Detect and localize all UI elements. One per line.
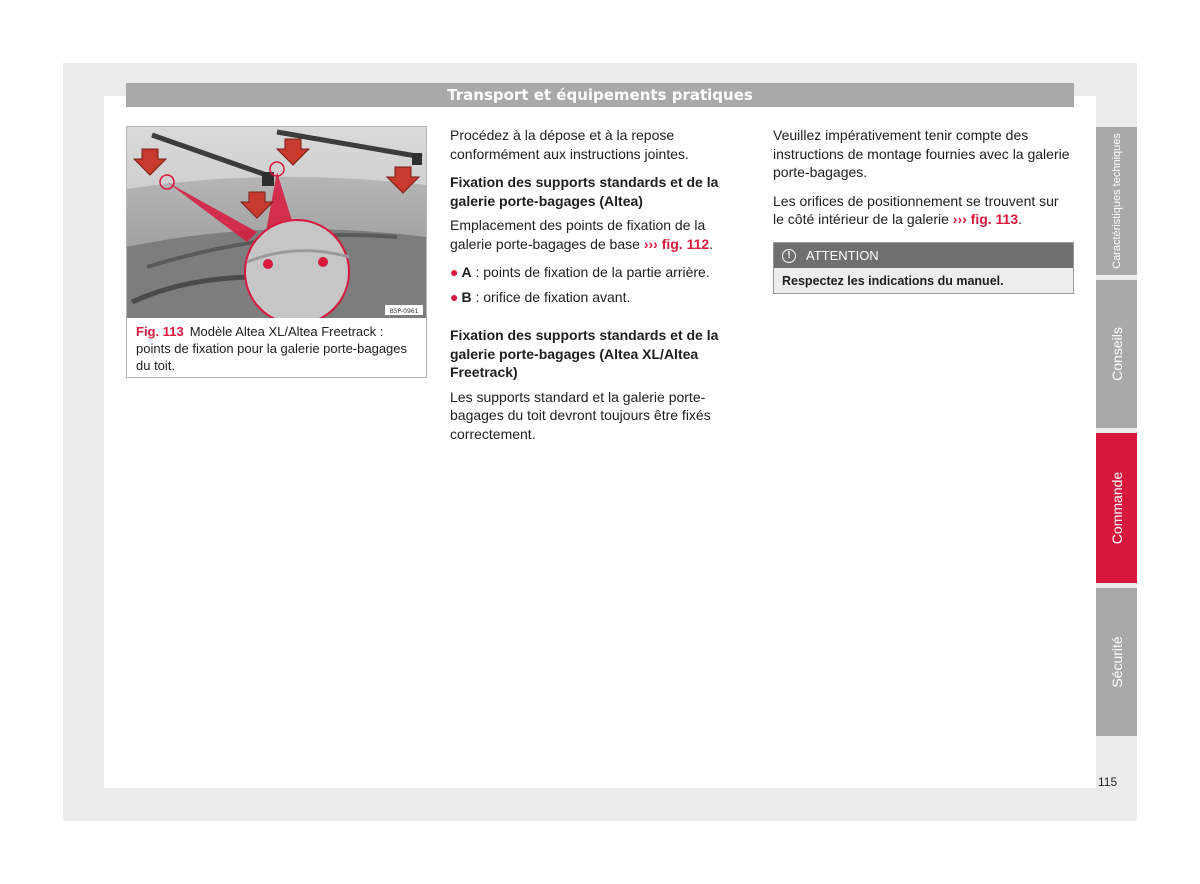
- figure-code: B5P-0961: [389, 308, 419, 315]
- bullet-a-text: : points de fixation de la partie arrière.: [471, 264, 710, 280]
- paragraph-base-points: Emplacement des points de fixation de la galerie porte-bagages de base ››› fig. 112.: [450, 217, 714, 252]
- attention-body: Respectez les indications du manuel.: [782, 274, 1004, 288]
- tab-commande[interactable]: [1096, 433, 1137, 583]
- attention-header: [774, 243, 1073, 268]
- bullet-b: [450, 288, 750, 307]
- paragraph-orifices: Les orifices de positionnement se trouvent sur le côté intérieur de la galerie ››› fig. 113.: [773, 192, 1059, 227]
- attention-box: [773, 242, 1074, 294]
- page-number: 115: [1098, 775, 1118, 789]
- column-middle: [450, 126, 750, 453]
- fig-112-link[interactable]: ››› fig. 112: [643, 235, 710, 252]
- tab-label: Commande: [1108, 471, 1125, 545]
- paragraph-fixing: Les supports standard et la galerie porte-bagages du toit devront toujours être fixés correctement.: [450, 388, 711, 442]
- fig-113-link[interactable]: ››› fig. 113: [952, 211, 1019, 227]
- intro-paragraph: Procédez à la dépose et à la repose conformément aux instructions jointes.: [450, 127, 689, 162]
- figure-label: Fig. 113: [136, 324, 184, 339]
- bullet-dot-icon: ●: [450, 264, 459, 280]
- roof-rack-illustration: [127, 127, 426, 318]
- paragraph-instructions: Veuillez impérativement tenir compte des instructions de montage fournies avec la galerie porte-bagages.: [773, 127, 1070, 180]
- bullet-b-text: : orifice de fixation avant.: [471, 288, 631, 305]
- paragraph-base-points-text: Emplacement des points de fixation de la galerie porte-bagages de base: [450, 217, 706, 252]
- tab-caracteristiques-techniques[interactable]: [1096, 127, 1137, 275]
- figure-caption-text: Modèle Altea XL/Altea Freetrack : points de fixation pour la galerie porte-bagages du toit.: [136, 324, 408, 373]
- bullet-dot-icon: ●: [450, 288, 459, 305]
- attention-title: ATTENTION: [806, 248, 879, 263]
- tab-label: Conseils: [1108, 327, 1125, 381]
- bullet-b-key: B: [461, 288, 472, 305]
- tab-label: Caractéristiques techniques: [1110, 133, 1123, 269]
- section-header: Transport et équipements pratiques: [126, 83, 1074, 107]
- tab-conseils[interactable]: [1096, 280, 1137, 428]
- heading-altea: Fixation des supports standards et de la galerie porte-bagages (Altea): [450, 174, 719, 209]
- warning-icon: !: [782, 249, 796, 263]
- bullet-a: [450, 263, 750, 282]
- column-right: [773, 126, 1073, 239]
- heading-altea-xl: Fixation des supports standards et de la galerie porte-bagages (Altea XL/Altea Freetrack): [450, 327, 719, 380]
- tab-securite[interactable]: [1096, 588, 1137, 736]
- tab-label: Sécurité: [1108, 636, 1125, 688]
- figure-113: [126, 126, 427, 378]
- figure-caption: [136, 323, 421, 374]
- paragraph-orifices-text: Les orifices de positionnement se trouvent sur le côté intérieur de la galerie: [773, 192, 1059, 227]
- bullet-a-key: A: [461, 264, 472, 280]
